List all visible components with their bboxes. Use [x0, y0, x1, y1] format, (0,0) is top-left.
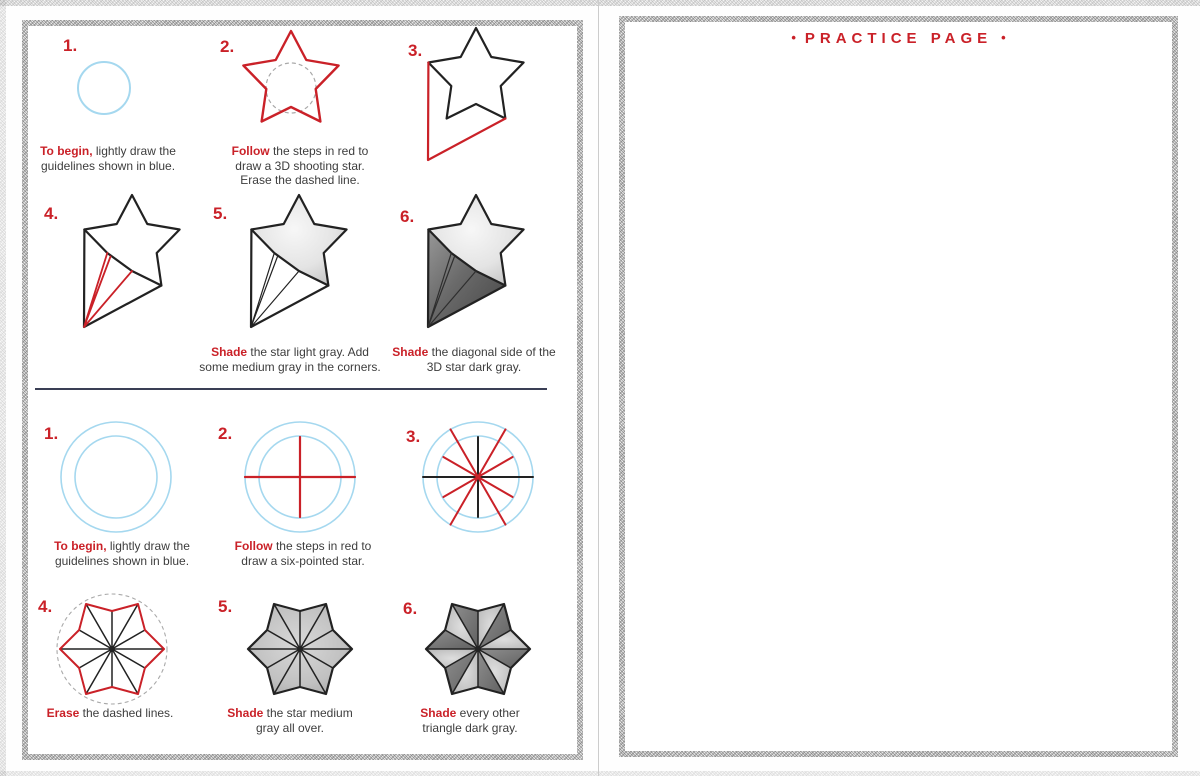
step-number: 1. — [63, 36, 78, 55]
step-number: 1. — [44, 424, 59, 443]
star-shaded-body — [251, 195, 346, 286]
outer-guide-circle — [61, 422, 171, 532]
step-caption: To begin, lightly draw the guidelines shown in blue. — [54, 539, 190, 568]
step6-dark-star-art — [420, 192, 538, 340]
section-divider-line — [35, 388, 547, 390]
step-number: 4. — [44, 204, 59, 223]
practice-page-title-text: PRACTICE PAGE — [804, 30, 993, 47]
practice-page-title — [782, 30, 1014, 47]
step4-star-outline-art — [50, 585, 174, 713]
step-number: 2. — [220, 37, 235, 56]
step-number: 3. — [408, 41, 423, 60]
step5-shaded-star-art — [243, 192, 361, 340]
step-number: 6. — [400, 207, 415, 226]
guide-circle — [78, 62, 130, 114]
book-left-edge-texture — [0, 0, 6, 776]
inner-guide-circle — [75, 436, 157, 518]
step-caption: Shade the star light gray. Add some medium gray in the corners. — [199, 345, 381, 374]
book-top-edge-texture — [0, 0, 1200, 6]
step5-gray-star-art — [238, 585, 362, 713]
step-caption: Follow the steps in red to draw a 3D shooting star. Erase the dashed line. — [231, 144, 369, 187]
step2-red-star-art — [235, 28, 347, 138]
right-page — [619, 16, 1178, 757]
red-cross-lines — [245, 437, 355, 517]
right-page-background — [625, 22, 1172, 751]
step-caption: Follow the steps in red to draw a six-pointed star. — [234, 539, 372, 568]
star-outline — [243, 31, 338, 122]
step-caption: Shade every other triangle dark gray. — [420, 706, 520, 735]
step-number: 3. — [406, 427, 421, 446]
step-caption: To begin, lightly draw the guidelines shown in blue. — [40, 144, 176, 173]
star-spokes — [60, 604, 164, 694]
step2-red-cross-art — [238, 415, 362, 539]
star-spokes — [248, 604, 352, 694]
step3-star-trail-art — [420, 25, 538, 173]
dashed-guide-circle — [266, 63, 316, 113]
book-spine-line — [598, 0, 599, 776]
star-outline — [428, 28, 523, 119]
book-bottom-edge-texture — [0, 771, 1200, 776]
step-number: 5. — [213, 204, 228, 223]
step6-faceted-star-art — [416, 585, 540, 713]
step-caption: Erase the dashed lines. — [46, 706, 174, 720]
star-spokes — [426, 604, 530, 694]
step-caption: Shade the diagonal side of the 3D star dark gray. — [392, 345, 556, 374]
step-number: 6. — [403, 599, 418, 618]
step-number: 2. — [218, 424, 233, 443]
red-trail-lines — [428, 63, 505, 161]
step-number: 4. — [38, 597, 53, 616]
step-caption: Shade the star medium gray all over. — [227, 706, 353, 735]
bullet-icon: • — [791, 30, 796, 45]
step3-ray-lines-art — [416, 415, 540, 539]
red-fold-lines — [84, 253, 132, 327]
step-number: 5. — [218, 597, 233, 616]
step4-fold-lines-art — [76, 192, 194, 340]
step1-guide-circles-art — [54, 415, 178, 539]
left-page — [22, 20, 583, 760]
bullet-icon: • — [1001, 30, 1006, 45]
step1-guide-circle-art — [74, 58, 134, 118]
